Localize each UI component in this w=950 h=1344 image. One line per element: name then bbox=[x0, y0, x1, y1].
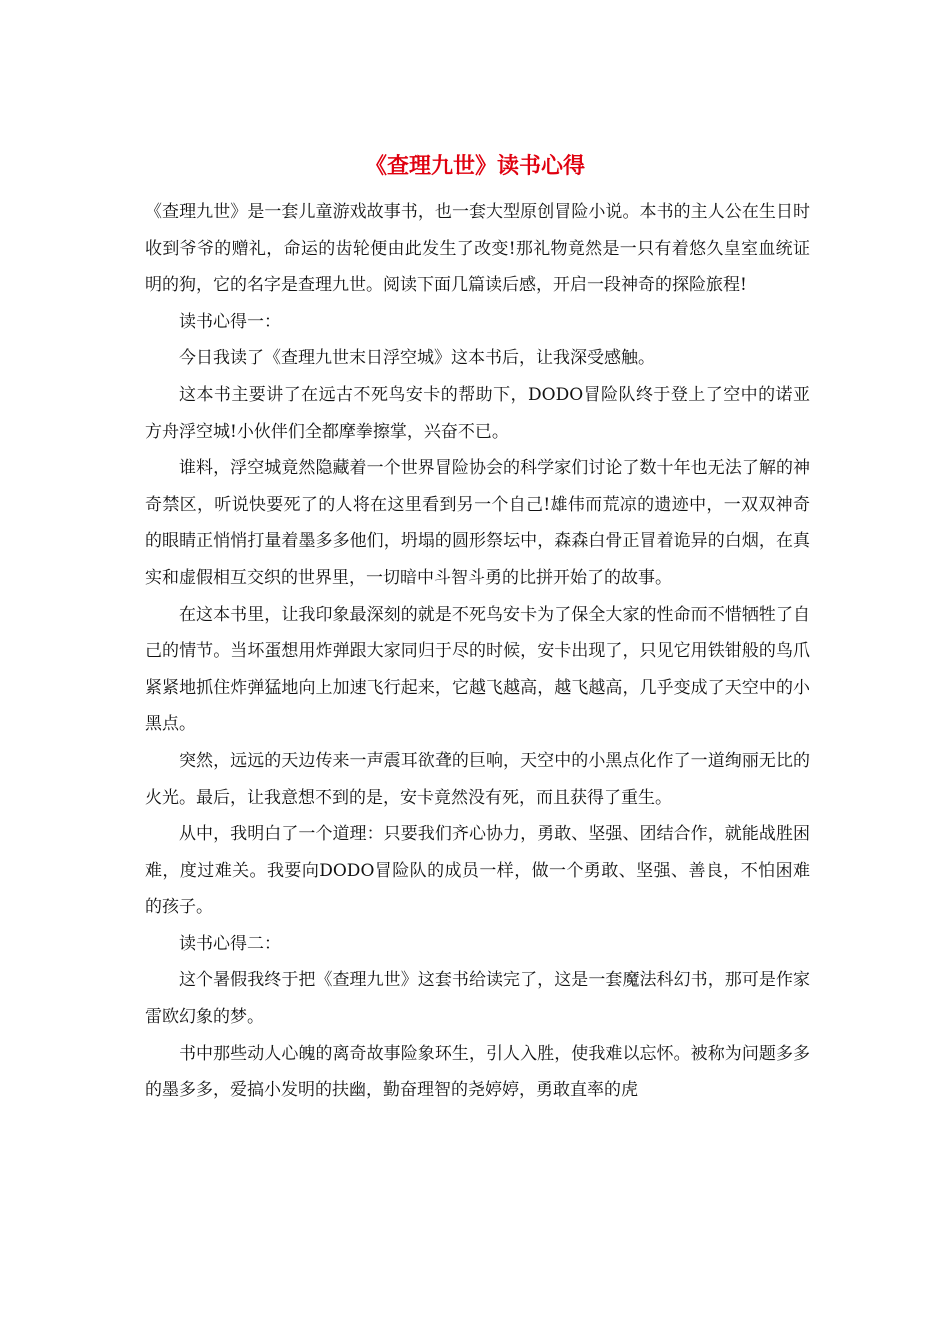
paragraph: 突然，远远的天边传来一声震耳欲聋的巨响，天空中的小黑点化作了一道绚丽无比的火光。最后，让我意想不到的是，安卡竟然没有死，而且获得了重生。 bbox=[145, 750, 810, 808]
paragraph: 这个暑假我终于把《查理九世》这套书给读完了，这是一套魔法科幻书，那可是作家雷欧幻象的梦。 bbox=[145, 970, 810, 1028]
document-body bbox=[145, 194, 810, 1109]
document-title: 《查理九世》读书心得 bbox=[364, 153, 585, 179]
paragraph-intro: 《查理九世》是一套儿童游戏故事书，也一套大型原创冒险小说。本书的主人公在生日时收到爷爷的赠礼，命运的齿轮便由此发生了改变!那礼物竟然是一只有着悠久皇室血统证明的狗，它的名字是查理九世。阅读下面几篇读后感，开启一段神奇的探险旅程! bbox=[145, 202, 810, 296]
section-heading-one: 读书心得一： bbox=[179, 311, 281, 332]
paragraph: 这本书主要讲了在远古不死鸟安卡的帮助下，DODO冒险队终于登上了空中的诺亚方舟浮空城!小伙伴们全都摩拳擦掌，兴奋不已。 bbox=[145, 384, 810, 442]
paragraph: 从中，我明白了一个道理：只要我们齐心协力，勇敢、坚强、团结合作，就能战胜困难，度过难关。我要向DODO冒险队的成员一样，做一个勇敢、坚强、善良，不怕困难的孩子。 bbox=[145, 824, 810, 918]
paragraph: 书中那些动人心魄的离奇故事险象环生，引人入胜，使我难以忘怀。被称为问题多多的墨多多，爱搞小发明的扶幽，勤奋理智的尧婷婷，勇敢直率的虎 bbox=[145, 1043, 810, 1101]
section-heading-two: 读书心得二： bbox=[179, 933, 281, 954]
paragraph: 谁料，浮空城竟然隐藏着一个世界冒险协会的科学家们讨论了数十年也无法了解的神奇禁区，听说快要死了的人将在这里看到另一个自己!雄伟而荒凉的遗迹中，一双双神奇的眼睛正悄悄打量着墨多多他们，坍塌的圆形祭坛中，森森白骨正冒着诡异的白烟，在真实和虚假相互交织的世界里，一切暗中斗智斗勇的比拼开始了的故事。 bbox=[145, 458, 810, 588]
paragraph: 在这本书里，让我印象最深刻的就是不死鸟安卡为了保全大家的性命而不惜牺牲了自己的情节。当坏蛋想用炸弹跟大家同归于尽的时候，安卡出现了，只见它用铁钳般的鸟爪紧紧地抓住炸弹猛地向上加速飞行起来，它越飞越高，越飞越高，几乎变成了天空中的小黑点。 bbox=[145, 604, 810, 735]
paragraph: 今日我读了《查理九世末日浮空城》这本书后，让我深受感触。 bbox=[179, 348, 655, 369]
